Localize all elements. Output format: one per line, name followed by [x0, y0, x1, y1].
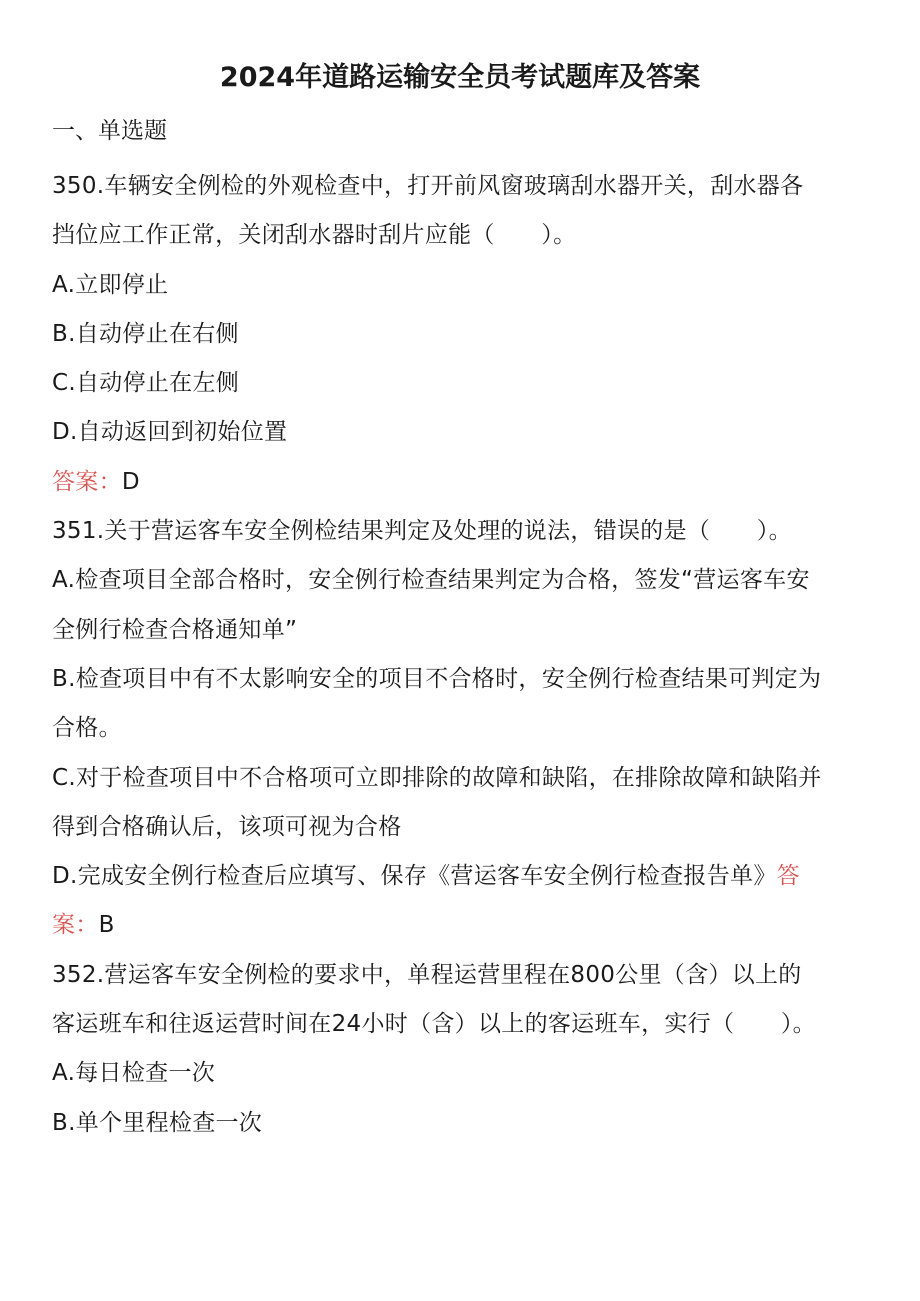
question-list: [52, 162, 880, 1148]
option-d-text: D.完成安全例行检查后应填写、保存《营运客车安全例行检查报告单》: [52, 863, 777, 890]
question-351-stem: 351.关于营运客车安全例检结果判定及处理的说法，错误的是（ ）。: [52, 518, 792, 545]
question-350-option-c: C.自动停止在左侧: [52, 370, 240, 397]
question-351-option-c-line-1: C.对于检查项目中不合格项可立即排除的故障和缺陷，在排除故障和缺陷并: [52, 764, 822, 791]
answer-label-part-2: 案：: [52, 912, 99, 939]
question-352-option-a: A.每日检查一次: [52, 1060, 216, 1087]
answer-value: B: [98, 912, 115, 939]
document-title: 2024年道路运输安全员考试题库及答案: [219, 62, 701, 93]
question-351-option-b-line-1: B.检查项目中有不太影响安全的项目不合格时，安全例行检查结果可判定为: [52, 665, 822, 692]
question-351-option-b-line-2: 合格。: [52, 715, 122, 742]
question-350-option-b: B.自动停止在右侧: [52, 320, 239, 347]
section-heading: 一、单选题: [52, 118, 167, 144]
question-352-stem-line-1: 352.营运客车安全例检的要求中，单程运营里程在800公里（含）以上的: [52, 961, 802, 988]
answer-label-part-1: 答: [776, 863, 800, 890]
answer-label: 答案：: [52, 468, 122, 495]
question-352-option-b: B.单个里程检查一次: [52, 1109, 263, 1136]
question-351-option-a-line-2: 全例行检查合格通知单”: [52, 616, 298, 643]
question-351-option-c-line-2: 得到合格确认后，该项可视为合格: [52, 813, 402, 840]
question-350-answer: [52, 458, 880, 507]
question-351-answer: [52, 901, 880, 950]
answer-value: D: [121, 468, 140, 495]
question-351-option-d: [52, 852, 880, 901]
question-350-option-a: A.立即停止: [52, 271, 169, 298]
question-350-stem-line-1: 350.车辆安全例检的外观检查中，打开前风窗玻璃刮水器开关，刮水器各: [52, 173, 804, 199]
question-352-stem-line-2: 客运班车和往返运营时间在24小时（含）以上的客运班车，实行（ ）。: [52, 1011, 816, 1038]
question-350-stem-line-2: 挡位应工作正常，关闭刮水器时刮片应能（ ）。: [52, 222, 577, 249]
question-350-option-d: D.自动返回到初始位置: [52, 419, 288, 446]
question-351-option-a-line-1: A.检查项目全部合格时，安全例行检查结果判定为合格，签发“营运客车安: [52, 567, 810, 594]
